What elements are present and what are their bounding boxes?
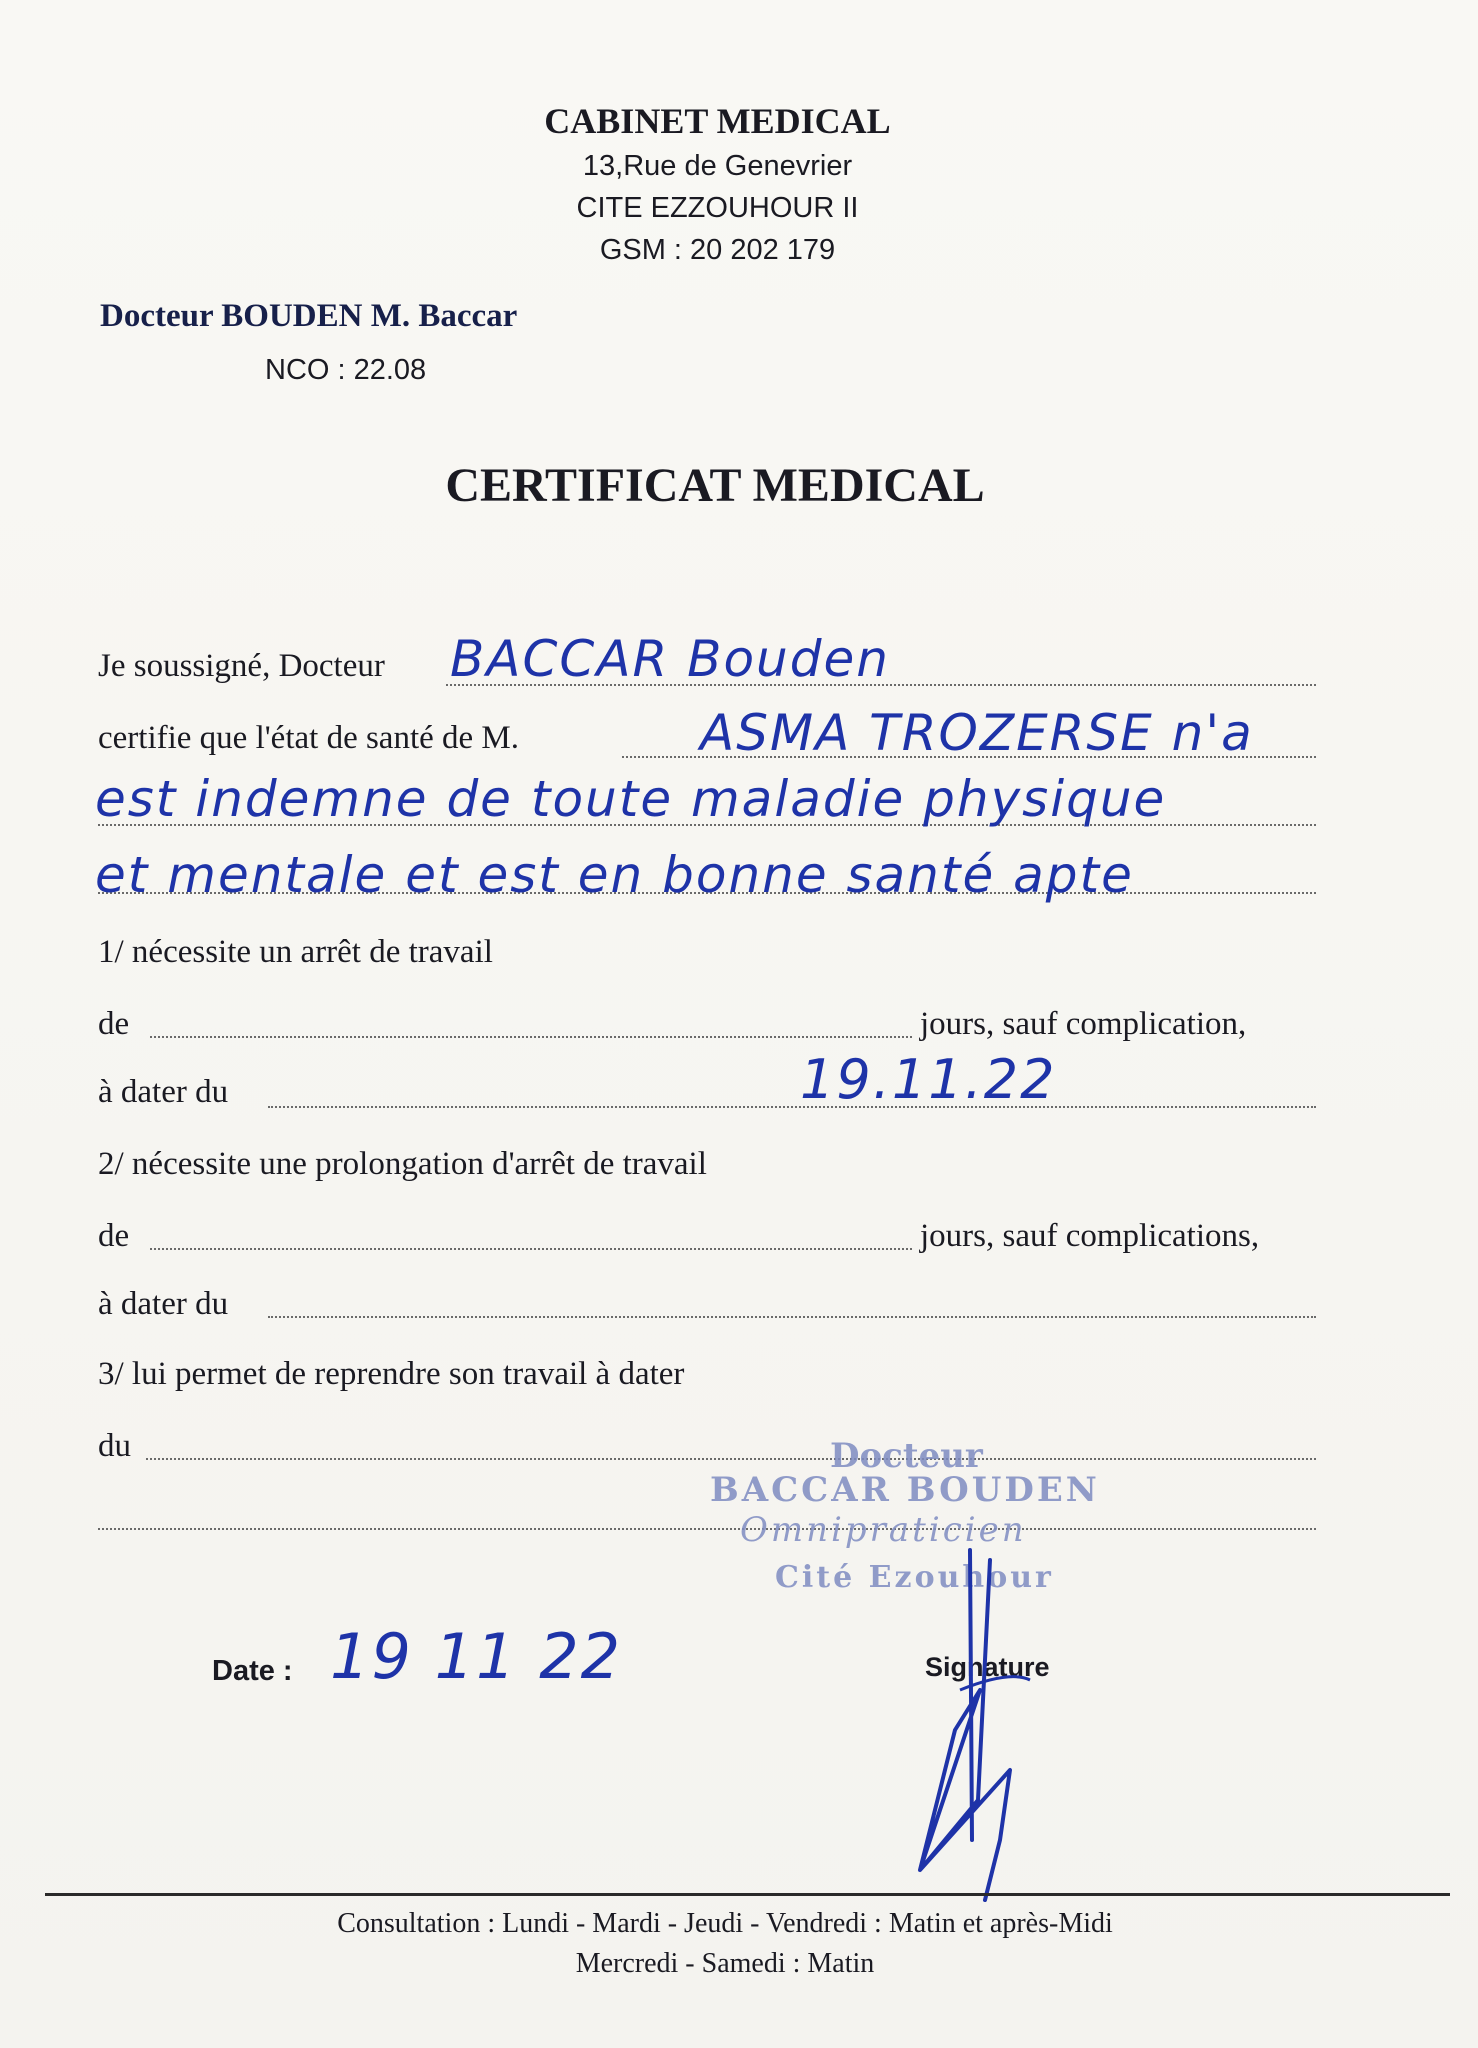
consultation-hours-2: Mercredi - Samedi : Matin (575, 1948, 875, 1979)
option-3-date-line (146, 1458, 1316, 1460)
address-line-1: 13,Rue de Genevrier (582, 150, 853, 182)
option-1-de-label: de (98, 1006, 130, 1042)
handwritten-start-date: 19.11.22 (800, 1048, 1057, 1111)
stamp-line-3: Omnipraticien (740, 1510, 1027, 1550)
option-3-label: 3/ lui permet de reprendre son travail à dater (98, 1356, 685, 1392)
handwritten-doctor-name: BACCAR Bouden (450, 630, 890, 688)
address-line-2: CITE EZZOUHOUR II (576, 192, 859, 224)
option-1-days-label: jours, sauf complication, (920, 1006, 1247, 1042)
handwritten-date: 19 11 22 (330, 1620, 623, 1693)
option-1-days-line (150, 1036, 912, 1038)
option-2-de-label: de (98, 1218, 130, 1254)
blank-line-final (98, 1528, 1316, 1530)
certifie-label: certifie que l'état de santé de M. (98, 720, 520, 756)
handwritten-patient-name: ASMA TROZERSE n'a (700, 704, 1254, 762)
consultation-hours-1: Consultation : Lundi - Mardi - Jeudi - Vendredi : Matin et après-Midi (337, 1908, 1113, 1939)
footer-rule (45, 1893, 1450, 1896)
option-2-date-line (268, 1316, 1316, 1318)
signature-label: Signature (925, 1652, 1050, 1682)
stamp-line-4: Cité Ezouhour (775, 1560, 1054, 1595)
option-2-days-label: jours, sauf complications, (920, 1218, 1260, 1254)
soussigne-label: Je soussigné, Docteur (98, 648, 385, 684)
doctor-nco: NCO : 22.08 (265, 354, 427, 386)
option-2-label: 2/ nécessite une prolongation d'arrêt de travail (98, 1146, 707, 1182)
date-label: Date : (212, 1655, 293, 1687)
option-1-date-line (268, 1106, 1316, 1108)
option-1-label: 1/ nécessite un arrêt de travail (98, 934, 493, 970)
stamp-line-1: Docteur (830, 1436, 983, 1476)
cabinet-title: CABINET MEDICAL (544, 101, 891, 141)
option-2-days-line (150, 1248, 912, 1250)
handwritten-line-4: et mentale et est en bonne santé apte (95, 846, 1134, 904)
option-3-du-label: du (98, 1428, 131, 1464)
option-2-date-label: à dater du (98, 1286, 229, 1322)
document-title: CERTIFICAT MEDICAL (445, 459, 985, 512)
handwritten-line-3: est indemne de toute maladie physique (95, 770, 1167, 828)
handwritten-signature (860, 1540, 1060, 1910)
stamp-line-2: BACCAR BOUDEN (710, 1470, 1100, 1510)
option-1-date-label: à dater du (98, 1074, 229, 1110)
phone-line: GSM : 20 202 179 (599, 234, 836, 266)
doctor-name: Docteur BOUDEN M. Baccar (100, 298, 518, 334)
